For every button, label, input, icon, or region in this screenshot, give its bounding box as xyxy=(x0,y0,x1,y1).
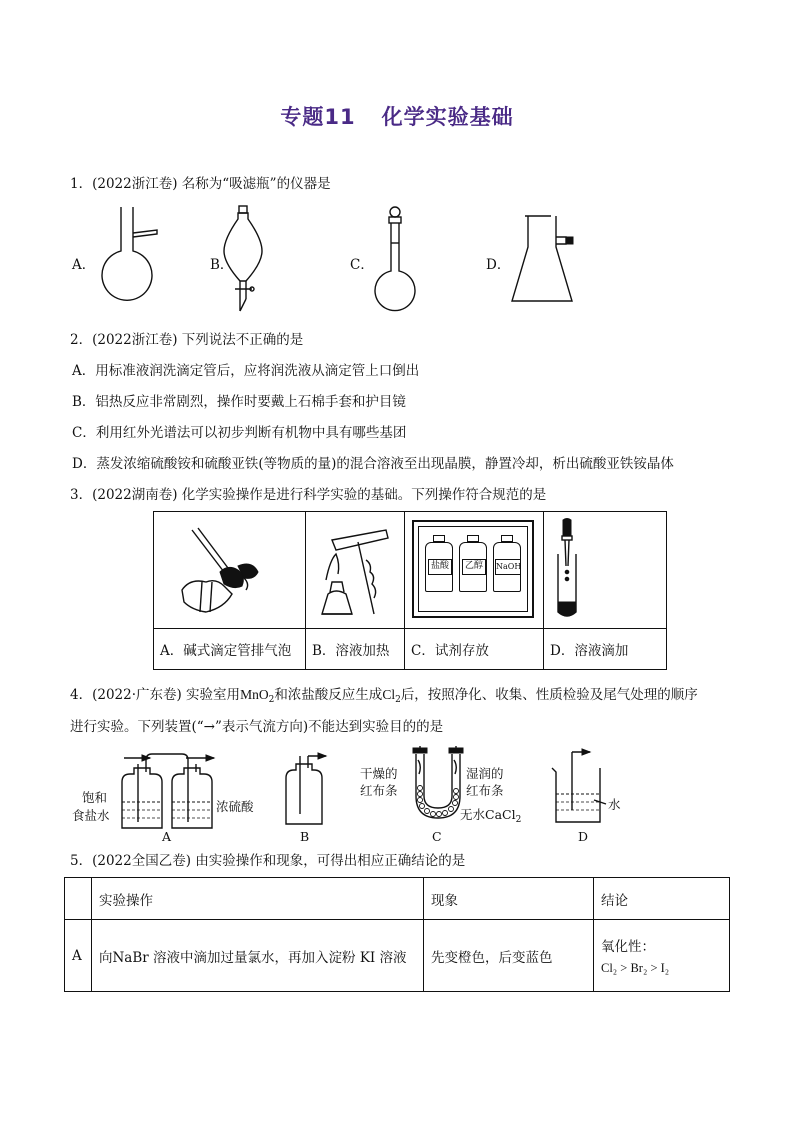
gas-collecting-bottle-icon xyxy=(282,752,330,828)
q4-stem-line1: 4．(2022·广东卷) 实验室用MnO$_2$和浓盐酸反应生成$Cl_2$后，按照净化、收集、性质检验及尾气处理的顺序 xyxy=(70,687,698,705)
label-brine: 食盐水 xyxy=(72,808,110,823)
q3-caption-d: D．溶液滴加 xyxy=(544,629,667,670)
bottle-ethanol: 乙醇 xyxy=(459,542,487,592)
volumetric-flask-icon xyxy=(370,205,420,317)
q3-caption-a: A．碱式滴定管排气泡 xyxy=(154,629,306,670)
q3-image-b xyxy=(306,512,405,629)
label-wet: 湿润的 xyxy=(466,766,504,781)
q2-option-b: B．铝热反应非常剧烈，操作时要戴上石棉手套和护目镜 xyxy=(72,394,406,410)
page-title xyxy=(0,101,794,131)
label-cacl2: 无水CaCl$_2$ xyxy=(460,807,522,825)
q3-caption-c: C．试剂存放 xyxy=(405,629,544,670)
q5-row-conclusion: 氧化性： Cl₂ > Br₂ > I₂ xyxy=(594,920,730,992)
q1-option-c: C． xyxy=(350,257,374,273)
q2-option-d: D．蒸发浓缩硫酸铵和硫酸亚铁(等物质的量)的混合溶液至出现晶膜，静置冷却，析出硫酸亚铁铵晶体 xyxy=(72,456,674,472)
dropper-icon xyxy=(552,518,582,622)
q1-option-d: D． xyxy=(486,257,511,273)
q3-image-a xyxy=(154,512,306,629)
q1-option-a: A． xyxy=(72,257,96,273)
title-number: 专题11 xyxy=(280,105,356,129)
table-header-row xyxy=(65,878,730,920)
q5-header-phenomenon: 现象 xyxy=(424,878,594,920)
q4-option-b: B xyxy=(300,829,310,844)
q5-table xyxy=(64,877,730,992)
q2-option-c: C．利用红外光谱法可以初步判断有机物中具有哪些基团 xyxy=(72,425,407,441)
q4-option-c: C xyxy=(432,829,442,844)
q5-header-operation: 实验操作 xyxy=(92,878,424,920)
q5-header-id xyxy=(65,878,92,920)
label-water: 水 xyxy=(608,797,621,812)
label-saturated: 饱和 xyxy=(82,790,108,805)
suction-flask-icon xyxy=(510,213,585,305)
q3-image-d xyxy=(544,512,667,629)
separatory-funnel-icon xyxy=(218,203,268,315)
q1-option-b: B． xyxy=(210,257,234,273)
q3-stem: 3．(2022湖南卷) 化学实验操作是进行科学实验的基础。下列操作符合规范的是 xyxy=(70,487,547,503)
q4-option-a: A xyxy=(162,829,172,844)
q5-row-operation: 向NaBr 溶液中滴加过量氯水，再加入淀粉 KI 溶液 xyxy=(92,920,424,992)
gas-washing-bottles-icon xyxy=(118,748,218,832)
label-dry: 干燥的 xyxy=(360,766,398,781)
u-tube-icon xyxy=(408,746,468,822)
q4-option-d: D xyxy=(578,829,589,844)
burette-bubble-icon xyxy=(162,520,292,620)
label-wet-cloth: 红布条 xyxy=(466,783,504,798)
q4-stem-line2: 进行实验。下列装置(“→”表示气流方向)不能达到实验目的的是 xyxy=(70,719,444,735)
q2-stem: 2．(2022浙江卷) 下列说法不正确的是 xyxy=(70,332,304,348)
q5-header-conclusion: 结论 xyxy=(594,878,730,920)
label-dry-cloth: 红布条 xyxy=(360,783,398,798)
label-conc-sulfuric: 浓硫酸 xyxy=(216,799,254,814)
q1-stem: 1．(2022浙江卷) 名称为“吸滤瓶”的仪器是 xyxy=(70,176,331,192)
q3-options-table xyxy=(153,511,667,670)
distilling-flask-icon xyxy=(95,205,165,305)
bottle-naoh: NaOH xyxy=(493,542,521,592)
q3-image-c xyxy=(405,512,544,629)
q5-stem: 5．(2022全国乙卷) 由实验操作和现象，可得出相应正确结论的是 xyxy=(70,853,466,869)
test-tube-heating-icon xyxy=(312,520,400,620)
q5-row-phenomenon: 先变橙色，后变蓝色 xyxy=(424,920,594,992)
q5-row-id: A xyxy=(65,920,92,992)
bottle-hcl: 盐酸 xyxy=(425,542,453,592)
q3-caption-b: B．溶液加热 xyxy=(306,629,405,670)
beaker-icon xyxy=(550,750,606,826)
table-row xyxy=(65,920,730,992)
title-name: 化学实验基础 xyxy=(381,105,514,129)
q2-option-a: A．用标准液润洗滴定管后，应将润洗液从滴定管上口倒出 xyxy=(72,363,420,379)
